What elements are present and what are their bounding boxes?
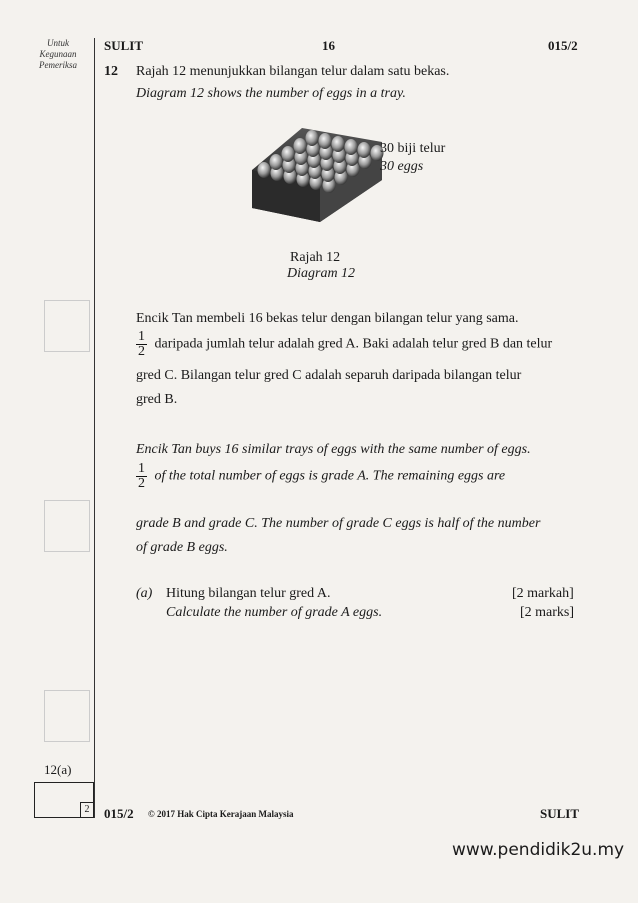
header-sulit: SULIT [104,38,144,53]
examiner-margin-note: Untuk Kegunaan Pemeriksa [39,38,77,70]
showthrough-box-2 [44,500,90,552]
part-a-label: (a) [136,586,153,601]
examiner-mark-box [34,782,94,818]
showthrough-box-1 [44,300,90,352]
egg [294,138,307,154]
caption-en: Diagram 12 [287,266,356,281]
footer-sulit: SULIT [540,806,580,821]
caption-ms: Rajah 12 [290,250,341,265]
max-mark: 2 [80,802,94,818]
egg [270,154,283,170]
examiner-question-label: 12(a) [44,762,72,777]
egg [358,142,371,158]
para-ms-line3: gred C. Bilangan telur gred C adalah separuh daripada bilangan telur [136,368,522,383]
para-en-line3: grade B and grade C. The number of grade C eggs is half of the number [136,516,541,531]
egg [345,139,358,155]
footer-code: 015/2 [104,806,134,821]
para-en-line1: Encik Tan buys 16 similar trays of eggs with the same number of eggs. [136,442,531,457]
para-en-line4: of grade B eggs. [136,540,228,555]
egg-label-ms: 30 biji telur [380,141,446,156]
egg [332,136,345,152]
para-ms-line4: gred B. [136,392,178,407]
fraction-half-en: $\frac{1}{2}$ [138,461,145,491]
egg [282,146,295,162]
margin-divider [94,38,95,818]
part-a-en: Calculate the number of grade A eggs. [166,605,383,620]
para-ms-line1: Encik Tan membeli 16 bekas telur dengan bilangan telur yang sama. [136,311,519,326]
para-en-line2: $\frac{1}{2}$ of the total number of eggs is grade A. The remaining eggs are [138,461,506,491]
showthrough-box-3 [44,690,90,742]
paper-code: 015/2 [548,38,578,53]
para-ms-line2: $\frac{1}{2}$ daripada jumlah telur adalah gred A. Baki adalah telur gred B dan telur [138,329,553,359]
part-a-ms: Hitung bilangan telur gred A. [166,586,331,601]
egg-tray-diagram [240,112,390,237]
intro-ms: Rajah 12 menunjukkan bilangan telur dalam satu bekas. [136,64,450,79]
egg-label-en: 30 eggs [380,159,424,174]
intro-en: Diagram 12 shows the number of eggs in a tray. [136,86,406,101]
page-number: 16 [322,38,335,53]
site-watermark: www.pendidik2u.my [452,840,625,860]
egg [306,130,319,146]
footer-copyright: © 2017 Hak Cipta Kerajaan Malaysia [148,809,294,819]
egg [319,133,332,149]
fraction-half-ms: $\frac{1}{2}$ [138,329,145,359]
marks-ms: [2 markah] [512,586,574,601]
question-number: 12 [104,64,118,79]
marks-en: [2 marks] [520,605,575,620]
egg [258,162,271,178]
